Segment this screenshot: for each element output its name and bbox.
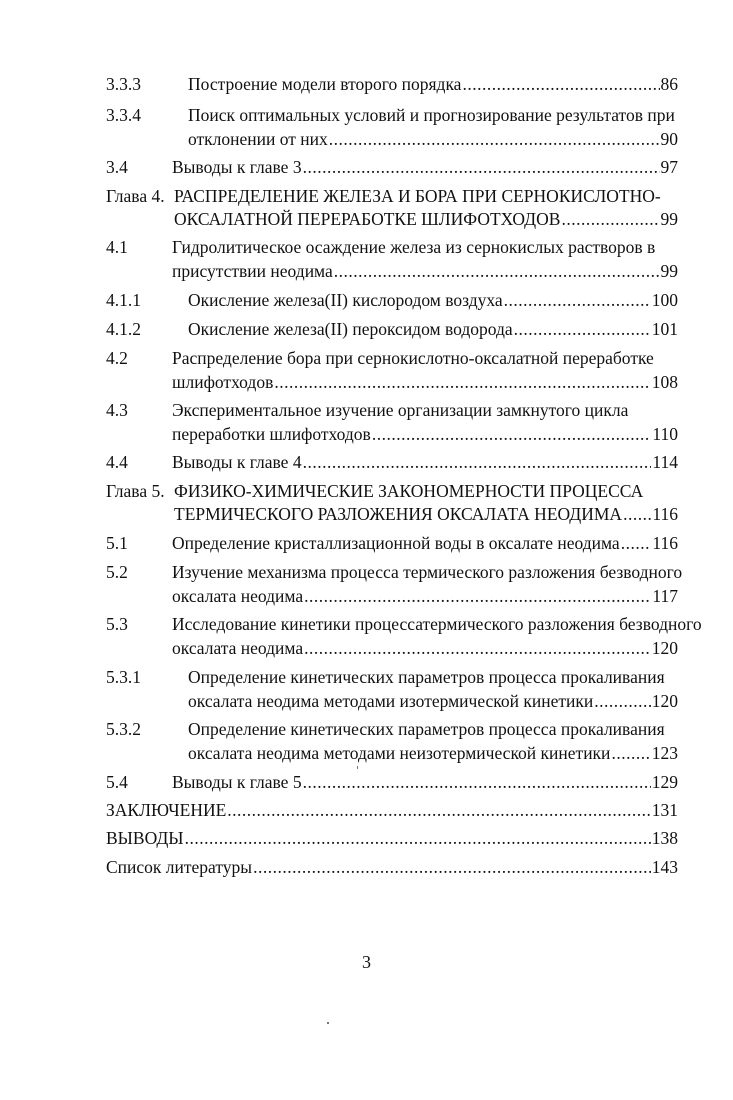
- toc-entry-title-cont: оксалата неодима методами неизотермической кинетики: [188, 743, 611, 763]
- toc-entry-5-3-1: [106, 665, 678, 689]
- toc-entry-number: 4.1: [106, 237, 128, 257]
- toc-entry-3-3-3: [106, 72, 678, 96]
- toc-entry-number: 4.1.2: [106, 319, 141, 339]
- toc-entry-number: 5.3: [106, 614, 128, 634]
- toc-leader-dots: [334, 259, 660, 283]
- toc-entry-5-2: [106, 560, 683, 584]
- toc-entry-4-1-cont: [106, 259, 678, 283]
- toc-entry-title-cont: оксалата неодима методами изотермической кинетики: [188, 691, 594, 711]
- toc-entry-number: 5.3.1: [106, 667, 141, 687]
- toc-leader-dots: [372, 422, 652, 446]
- toc-entry-5-3-2: [106, 717, 678, 741]
- toc-entry-number: 5.2: [106, 562, 128, 582]
- toc-leader-dots: [304, 636, 651, 660]
- toc-entry-number: 3.3.3: [106, 74, 141, 94]
- toc-entry-4-2: [106, 346, 678, 370]
- toc-entry-title: Определение кинетических параметров процесса прокаливания: [188, 667, 665, 687]
- toc-entry-title-cont: шлифотходов: [172, 372, 274, 392]
- toc-entry-number: 5.3.2: [106, 719, 141, 739]
- toc-leader-dots: [303, 155, 660, 179]
- toc-leader-dots: [623, 502, 651, 526]
- toc-chapter-4: [106, 184, 678, 208]
- toc-entry-page: 99: [660, 209, 678, 229]
- toc-entry-number: 4.1.1: [106, 290, 141, 310]
- toc-entry-page: 86: [660, 74, 678, 94]
- toc-entry-title: Окисление железа(II) кислородом воздуха: [188, 290, 503, 310]
- toc-leader-dots: [253, 855, 651, 879]
- toc-leader-dots: [303, 450, 652, 474]
- toc-entry-3-3-4: [106, 103, 678, 127]
- toc-entry-page: 108: [651, 372, 678, 392]
- toc-entry-title-cont: оксалата неодима: [172, 586, 304, 606]
- toc-leader-dots: [514, 317, 651, 341]
- toc-entry-page: 116: [652, 533, 678, 553]
- toc-entry-page: 117: [652, 586, 678, 606]
- toc-entry-page: 123: [651, 743, 678, 763]
- toc-entry-title: Гидролитическое осаждение железа из сернокислых растворов в: [172, 237, 656, 257]
- toc-entry-5-3-cont: [106, 636, 678, 660]
- toc-entry-title: Изучение механизма процесса термического разложения безводного: [172, 562, 683, 582]
- toc-entry-4-1: [106, 235, 678, 259]
- toc-entry-4-2-cont: [106, 370, 678, 394]
- toc-entry-number: 3.4: [106, 157, 128, 177]
- toc-chapter-4-cont: [106, 207, 678, 231]
- toc-leader-dots: [561, 207, 659, 231]
- toc-entry-4-1-2: [106, 317, 678, 341]
- toc-chapter-number: Глава 4.: [106, 186, 165, 206]
- toc-entry-title-cont: переработки шлифотходов: [172, 424, 371, 444]
- toc-leader-dots: [303, 770, 651, 794]
- toc-leader-dots: [621, 531, 652, 555]
- toc-entry-title-cont: оксалата неодима: [172, 638, 304, 658]
- toc-entry-page: 114: [652, 452, 678, 472]
- toc-entry-page: 97: [660, 157, 678, 177]
- toc-entry-5-3-2-cont: [106, 741, 678, 765]
- toc-entry-number: 4.2: [106, 348, 128, 368]
- toc-leader-dots: [185, 826, 651, 850]
- toc-entry-5-1: [106, 531, 678, 555]
- toc-entry-page: 90: [660, 129, 678, 149]
- toc-entry-page: 116: [652, 504, 678, 524]
- toc-chapter-5-cont: [106, 502, 678, 526]
- toc-entry-4-1-1: [106, 288, 678, 312]
- toc-entry-page: 138: [651, 828, 678, 848]
- toc-entry-4-3-cont: [106, 422, 678, 446]
- toc-entry-page: 99: [660, 261, 678, 281]
- toc-entry-title: Список литературы: [106, 857, 253, 877]
- toc-entry-title: Выводы к главе 5: [172, 772, 302, 792]
- toc-entry-title: Экспериментальное изучение организации замкнутого цикла: [172, 400, 629, 420]
- toc-leader-dots: [611, 741, 650, 765]
- toc-entry-number: 3.3.4: [106, 105, 141, 125]
- toc-entry-title: Выводы к главе 4: [172, 452, 302, 472]
- toc-entry-title: Построение модели второго порядка: [188, 74, 462, 94]
- toc-leader-dots: [329, 127, 660, 151]
- toc-entry-title: Определение кинетических параметров процесса прокаливания: [188, 719, 665, 739]
- toc-entry-4-3: [106, 398, 678, 422]
- toc-entry-page: 101: [651, 319, 678, 339]
- toc-entry-page: 143: [651, 857, 678, 877]
- toc-chapter-title-cont: ТЕРМИЧЕСКОГО РАЗЛОЖЕНИЯ ОКСАЛАТА НЕОДИМА: [174, 504, 623, 524]
- toc-entry-title: Окисление железа(II) пероксидом водорода: [188, 319, 513, 339]
- toc-entry-3-3-4-cont: [106, 127, 678, 151]
- toc-entry-title: Определение кристаллизационной воды в оксалате неодима: [172, 533, 620, 553]
- toc-entry-references: [106, 855, 678, 879]
- toc-entry-5-2-cont: [106, 584, 678, 608]
- toc-entry-findings: [106, 826, 678, 850]
- toc-entry-title: Распределение бора при сернокислотно-оксалатной переработке: [172, 348, 654, 368]
- toc-entry-number: 5.4: [106, 772, 128, 792]
- toc-entry-title: ВЫВОДЫ: [106, 828, 184, 848]
- toc-entry-title: ЗАКЛЮЧЕНИЕ: [106, 800, 227, 820]
- toc-leader-dots: [462, 72, 659, 96]
- toc-leader-dots: [227, 798, 650, 822]
- scan-speck: [327, 1022, 329, 1024]
- toc-entry-number: 4.4: [106, 452, 128, 472]
- toc-chapter-title-cont: ОКСАЛАТНОЙ ПЕРЕРАБОТКЕ ШЛИФОТХОДОВ: [174, 209, 561, 229]
- toc-entry-page: 120: [651, 691, 678, 711]
- toc-entry-4-4: [106, 450, 678, 474]
- toc-entry-conclusion: [106, 798, 678, 822]
- toc-entry-title: Исследование кинетики процессатермического разложения безводного: [172, 614, 702, 634]
- toc-entry-page: 120: [651, 638, 678, 658]
- toc-chapter-title: ФИЗИКО-ХИМИЧЕСКИЕ ЗАКОНОМЕРНОСТИ ПРОЦЕССА: [174, 481, 644, 501]
- toc-entry-5-3: [106, 612, 702, 636]
- toc-entry-page: 100: [651, 290, 678, 310]
- toc-chapter-5: [106, 479, 678, 503]
- toc-entry-title: Поиск оптимальных условий и прогнозирование результатов при: [188, 105, 675, 125]
- toc-entry-page: 110: [652, 424, 678, 444]
- toc-entry-3-4: [106, 155, 678, 179]
- toc-chapter-number: Глава 5.: [106, 481, 165, 501]
- toc-leader-dots: [594, 689, 650, 713]
- toc-entry-number: 5.1: [106, 533, 128, 553]
- toc-entry-5-4: [106, 770, 678, 794]
- toc-entry-title-cont: отклонении от них: [188, 129, 328, 149]
- toc-chapter-title: РАСПРЕДЕЛЕНИЕ ЖЕЛЕЗА И БОРА ПРИ СЕРНОКИСЛОТНО-: [174, 186, 661, 206]
- toc-entry-title: Выводы к главе 3: [172, 157, 302, 177]
- toc-entry-title-cont: присутствии неодима: [172, 261, 333, 281]
- toc-entry-page: 129: [651, 772, 678, 792]
- toc-entry-5-3-1-cont: [106, 689, 678, 713]
- toc-entry-page: 131: [651, 800, 678, 820]
- toc-entry-number: 4.3: [106, 400, 128, 420]
- toc-leader-dots: [304, 584, 651, 608]
- toc-leader-dots: [504, 288, 651, 312]
- toc-leader-dots: [274, 370, 650, 394]
- page-number: 3: [362, 952, 371, 972]
- scan-speck: [357, 766, 358, 769]
